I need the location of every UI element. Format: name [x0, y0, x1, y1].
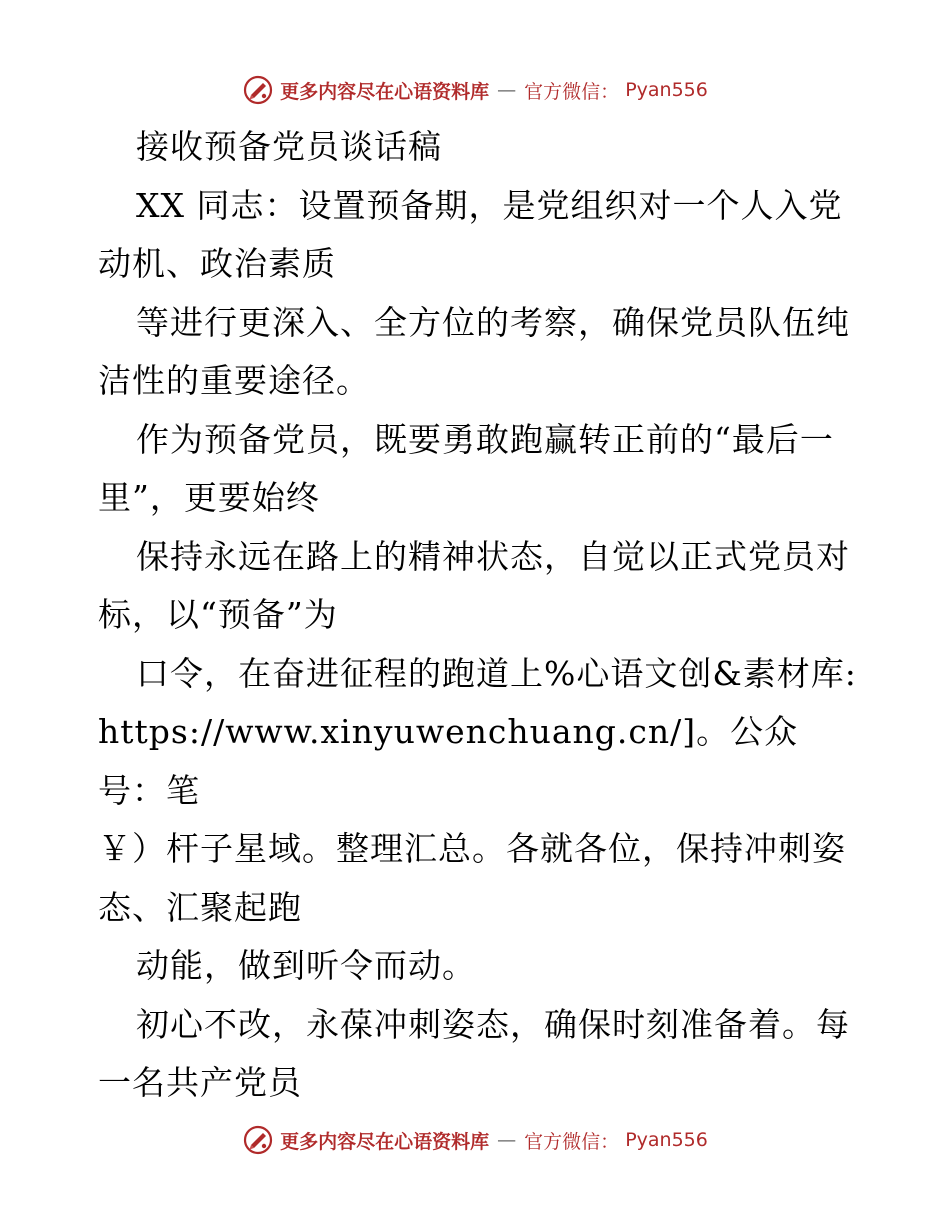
footer-contact-value: Pyan556: [625, 1129, 708, 1151]
brand-logo-icon: [242, 74, 274, 106]
brand-logo-icon: [242, 1124, 274, 1156]
body-line: 态、汇聚起跑: [98, 887, 302, 927]
header-contact-label: 官方微信：: [524, 80, 620, 103]
body-line: 口令，在奋进征程的跑道上%心语文创&素材库:: [136, 653, 857, 693]
header-brand: [242, 74, 708, 106]
body-line: ￥）杆子星域。整理汇总。各就各位，保持冲刺姿: [98, 829, 846, 868]
body-line: 动能，做到听令而动。: [136, 946, 476, 985]
body-line: 一名共产党员: [98, 1063, 302, 1102]
footer-brand-text: 更多内容尽在心语资料库: [280, 1130, 490, 1153]
footer-brand: [242, 1124, 708, 1156]
body-line: 作为预备党员，既要勇敢跑赢转正前的“最后一: [136, 419, 834, 459]
document-body: [98, 118, 858, 1113]
header-brand-text: 更多内容尽在心语资料库: [280, 80, 490, 103]
document-title: 接收预备党员谈话稿: [136, 127, 442, 166]
body-line: 动机、政治素质: [98, 244, 336, 283]
footer-contact-label: 官方微信：: [524, 1130, 620, 1153]
header-contact-value: Pyan556: [625, 79, 708, 101]
body-line: 里”，更要始终: [98, 478, 320, 517]
page-footer: [0, 1120, 950, 1160]
footer-separator: —: [497, 1129, 517, 1151]
body-line: 保持永远在路上的精神状态，自觉以正式党员对: [136, 536, 850, 576]
page-header: [0, 70, 950, 110]
body-line: 标，以“预备”为: [98, 595, 338, 634]
body-line: https://www.xinyuwenchuang.cn/]。公众号：笔: [98, 712, 799, 810]
header-separator: —: [497, 79, 517, 101]
body-line: XX 同志：设置预备期，是党组织对一个人入党: [136, 185, 843, 225]
body-line: 洁性的重要途径。: [98, 361, 370, 400]
body-line: 等进行更深入、全方位的考察，确保党员队伍纯: [136, 302, 850, 342]
body-line: 初心不改，永葆冲刺姿态，确保时刻准备着。每: [136, 1004, 850, 1044]
